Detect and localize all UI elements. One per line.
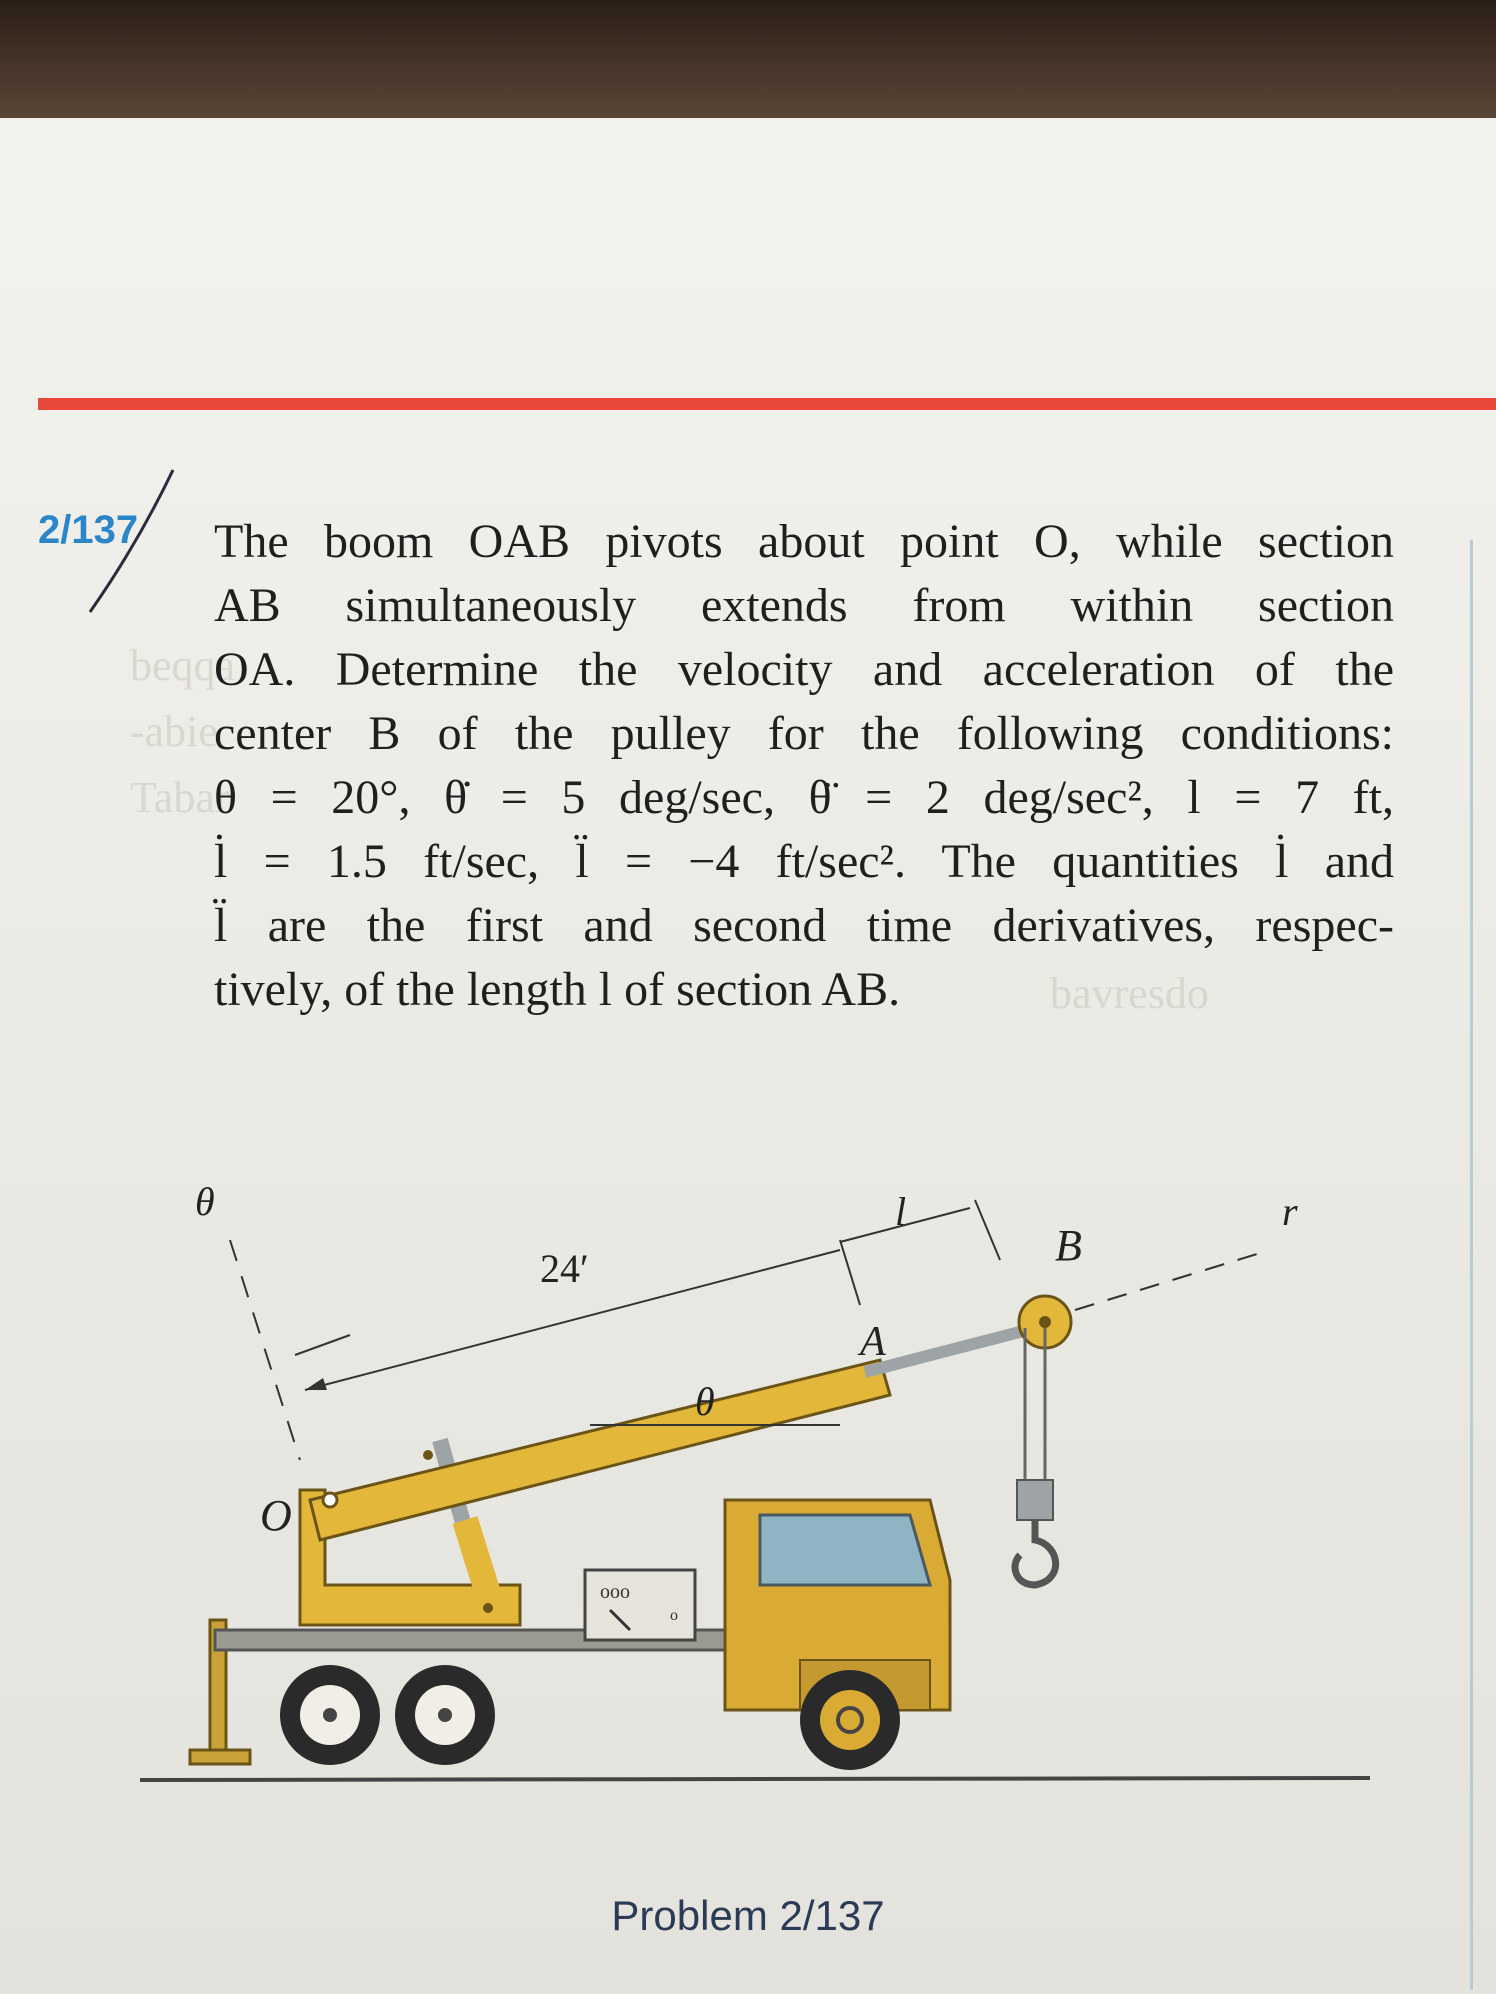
- problem-line: AB simultaneously extends from within section: [214, 579, 1394, 632]
- control-panel: [585, 1570, 695, 1640]
- label-r: r: [1282, 1189, 1298, 1234]
- problem-line: center B of the pulley for the following conditions:: [214, 707, 1394, 760]
- hook-assembly: [1015, 1328, 1056, 1585]
- label-o: O: [260, 1491, 292, 1540]
- label-b: B: [1055, 1221, 1082, 1270]
- show-through-text: beqqa: [130, 641, 236, 690]
- label-theta-boom: θ: [695, 1379, 715, 1424]
- desk-background: [0, 0, 1496, 135]
- problem-line: θ = 20°, θ̇ = 5 deg/sec, θ̈ = 2 deg/sec², l = 7 ft,: [214, 771, 1394, 824]
- red-section-rule: [38, 398, 1496, 410]
- boom-section-ab: [865, 1328, 1035, 1372]
- problem-statement: [214, 510, 1394, 1022]
- label-a: A: [860, 1319, 886, 1365]
- wheel-rear-1: [280, 1665, 380, 1765]
- problem-line: The boom OAB pivots about point O, while section: [214, 515, 1394, 568]
- show-through-text: -abie: [130, 707, 218, 756]
- problem-line: l̇ = 1.5 ft/sec, l̈ = −4 ft/sec². The quantities l̇ and: [214, 835, 1394, 888]
- dimension-l: [840, 1200, 1000, 1260]
- wheel-front: [800, 1670, 900, 1770]
- panel-dials: ooo: [600, 1581, 630, 1603]
- problem-line: OA. Determine the velocity and acceleration of the: [214, 643, 1394, 696]
- label-24ft: 24′: [540, 1246, 589, 1291]
- show-through-text: bavresdo: [1050, 969, 1209, 1018]
- label-l: l: [895, 1189, 907, 1234]
- vertical-reference-dashed: [230, 1240, 300, 1460]
- problem-line: tively, of the length l of section AB.: [214, 963, 901, 1016]
- label-theta-left: θ: [195, 1179, 215, 1224]
- r-axis-dashed: [1075, 1250, 1270, 1310]
- crane-truck-figure: [120, 1060, 1420, 1840]
- page-margin-line: [1470, 540, 1473, 1990]
- wheel-rear-2: [395, 1665, 495, 1765]
- problem-line: l̈ are the first and second time derivatives, respec-: [214, 899, 1394, 952]
- problem-number: 2/137: [38, 508, 139, 552]
- figure-caption: Problem 2/137: [611, 1892, 885, 1939]
- show-through-text: Tabar: [130, 773, 230, 822]
- ground-line: [140, 1778, 1370, 1780]
- panel-knob: o: [670, 1607, 678, 1624]
